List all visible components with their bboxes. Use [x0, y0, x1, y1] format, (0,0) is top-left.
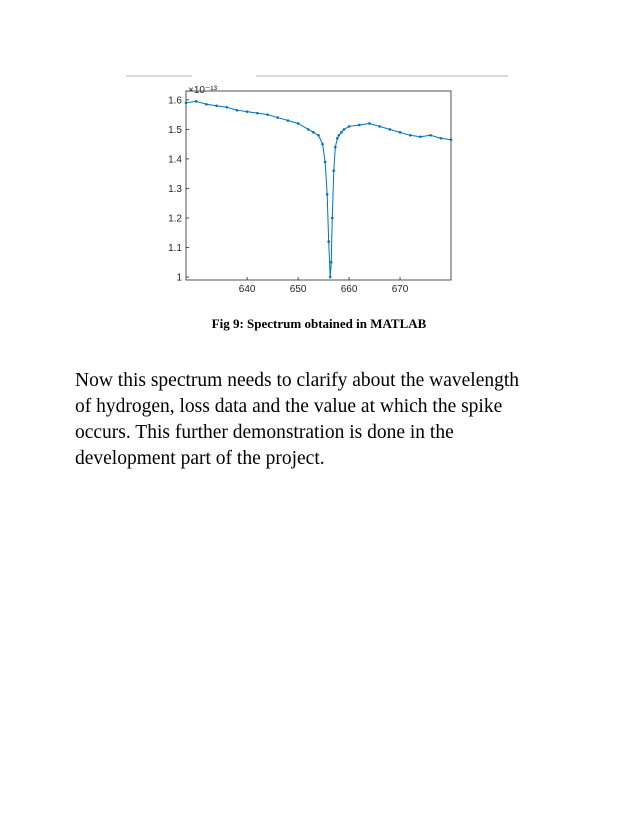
data-point [399, 131, 402, 134]
data-point [185, 102, 188, 105]
data-point [336, 137, 339, 140]
y-tick-label: 1.1 [168, 243, 182, 255]
data-point [368, 122, 371, 125]
data-point [340, 131, 343, 134]
x-tick-label: 640 [238, 284, 256, 295]
data-point [348, 125, 351, 128]
data-point [329, 276, 332, 279]
paragraph-line: development part of the project. [75, 448, 325, 469]
data-point [225, 106, 228, 109]
data-point [317, 134, 320, 137]
data-point [331, 217, 334, 220]
data-point [327, 240, 330, 243]
plot-axes-box [186, 91, 451, 280]
data-point [287, 119, 290, 122]
y-tick-label: 1.5 [168, 124, 182, 136]
data-point [321, 143, 324, 146]
data-point [312, 131, 315, 134]
data-point [215, 104, 218, 107]
data-point [409, 134, 412, 137]
data-point [338, 134, 341, 137]
figure-caption: Fig 9: Spectrum obtained in MATLAB [211, 316, 427, 331]
spectrum-chart [0, 0, 638, 310]
data-point [343, 128, 346, 131]
data-point [236, 109, 239, 112]
data-point [330, 261, 333, 264]
paragraph-line: occurs. This further demonstration is done in the [75, 422, 454, 443]
y-tick-label: 1.6 [168, 95, 182, 107]
data-point [334, 146, 337, 149]
data-point [326, 193, 329, 196]
data-point [307, 128, 310, 131]
data-point [450, 138, 453, 141]
body-paragraph [75, 368, 563, 472]
data-point [324, 161, 327, 164]
data-point [297, 122, 300, 125]
data-point [440, 137, 443, 140]
data-point [429, 134, 432, 137]
data-point [266, 113, 269, 116]
y-exponent-label: ×10⁻¹³ [188, 85, 217, 96]
data-point [419, 135, 422, 138]
x-tick-label: 660 [340, 284, 358, 295]
data-point [378, 125, 381, 128]
y-tick-label: 1.4 [168, 154, 182, 166]
data-point [246, 110, 249, 113]
paragraph-line: Now this spectrum needs to clarify about the wavelength [75, 370, 520, 391]
data-point [358, 124, 361, 127]
y-tick-label: 1 [176, 272, 182, 284]
data-point [332, 169, 335, 172]
y-tick-label: 1.2 [168, 213, 182, 225]
x-tick-label: 650 [289, 284, 307, 295]
y-tick-label: 1.3 [168, 183, 182, 195]
data-point [195, 100, 198, 103]
data-point [389, 128, 392, 131]
data-point [256, 112, 259, 115]
data-point [276, 116, 279, 119]
paragraph-line: of hydrogen, loss data and the value at which the spike [75, 396, 503, 417]
data-point [205, 103, 208, 106]
x-tick-label: 670 [391, 284, 409, 295]
